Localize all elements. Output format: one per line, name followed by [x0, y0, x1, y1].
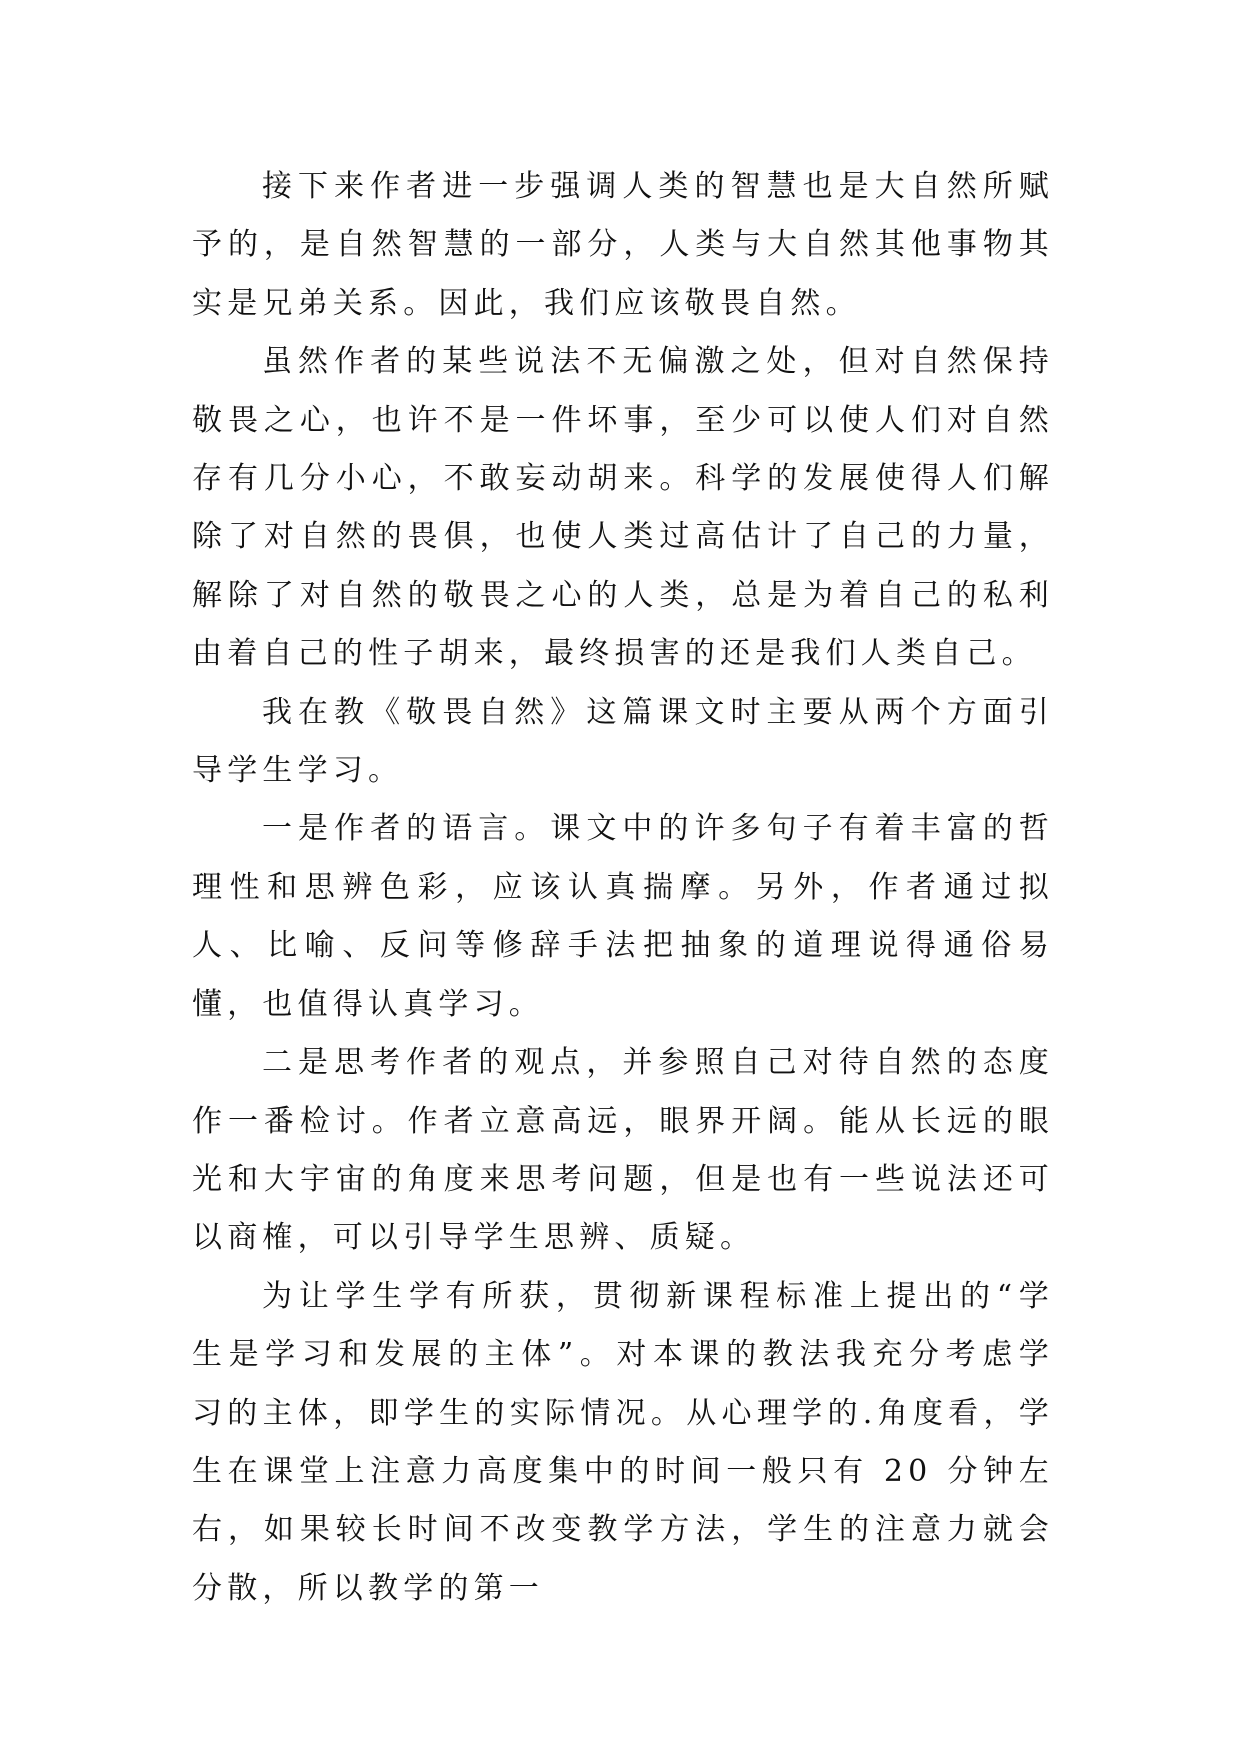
paragraph-1: 接下来作者进一步强调人类的智慧也是大自然所赋予的，是自然智慧的一部分，人类与大自然其他事物其实是兄弟关系。因此，我们应该敬畏自然。 — [192, 169, 1054, 321]
paragraph-5: 二是思考作者的观点，并参照自己对待自然的态度作一番检讨。作者立意高远，眼界开阔。能从长远的眼光和大宇宙的角度来思考问题，但是也有一些说法还可以商榷，可以引导学生思辨、质疑。 — [192, 1045, 1054, 1256]
paragraph-4: 一是作者的语言。课文中的许多句子有着丰富的哲理性和思辨色彩，应该认真揣摩。另外，作者通过拟人、比喻、反问等修辞手法把抽象的道理说得通俗易懂，也值得认真学习。 — [192, 811, 1054, 1022]
document-body — [192, 158, 1054, 1618]
paragraph-3: 我在教《敬畏自然》这篇课文时主要从两个方面引导学生学习。 — [192, 694, 1054, 789]
paragraph-2: 虽然作者的某些说法不无偏激之处，但对自然保持敬畏之心，也许不是一件坏事，至少可以使人们对自然存有几分小心，不敢妄动胡来。科学的发展使得人们解除了对自然的畏俱，也使人类过高估计了自己的力量，解除了对自然的敬畏之心的人类，总是为着自己的私利由着自己的性子胡来，最终损害的还是我们人类自己。 — [192, 344, 1054, 672]
paragraph-6: 为让学生学有所获，贯彻新课程标准上提出的“学生是学习和发展的主体”。对本课的教法我充分考虑学习的主体，即学生的实际情况。从心理学的.角度看，学生在课堂上注意力高度集中的时间一般只有 20 分钟左右，如果较长时间不改变教学方法，学生的注意力就会分散，所以教学的第一 — [192, 1278, 1054, 1606]
